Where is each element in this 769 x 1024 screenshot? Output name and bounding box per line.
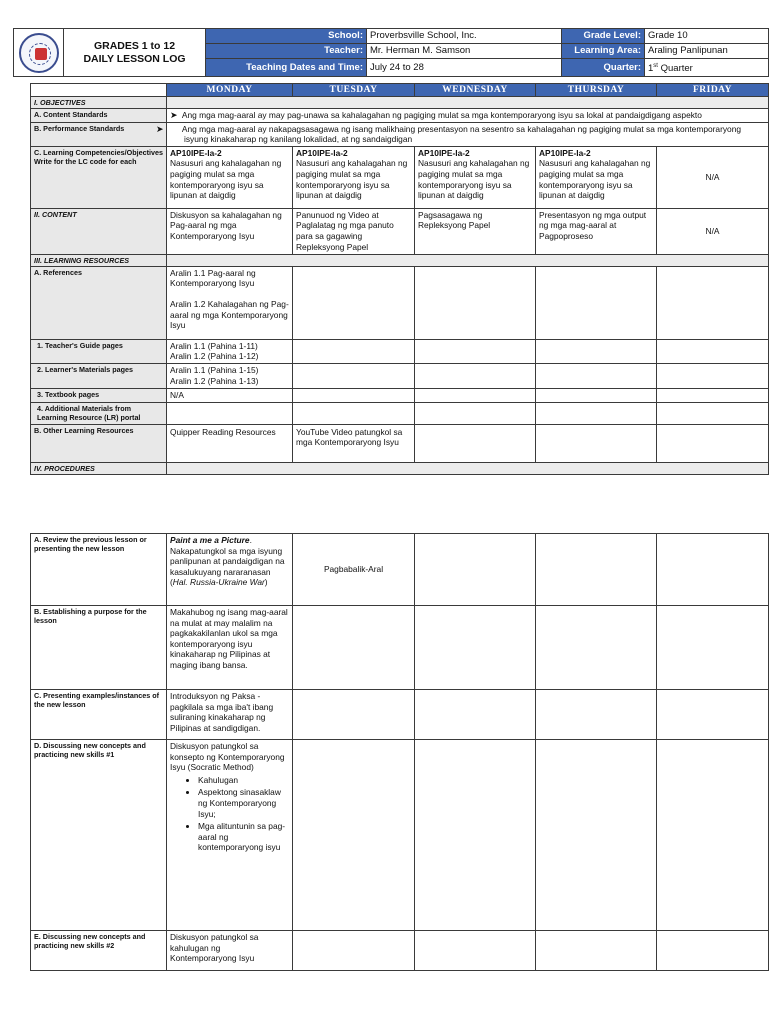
textbook-pages-value: N/A [167, 388, 293, 402]
references-monday [167, 266, 293, 339]
grade-level-value: Grade 10 [645, 29, 769, 44]
discussing-concepts-2-label: E. Discussing new concepts and practicing new skills #2 [31, 931, 167, 971]
content-wednesday: Pagsasagawa ng Repleksyong Papel [415, 208, 536, 254]
activity-title: Paint a me a Picture [170, 535, 250, 545]
review-text: Nakapatungkol sa mga isyung panlipunan at pandaigdigan na kasalukuyang nararanasan ( [170, 545, 285, 588]
competency-code: AP10IPE-Ia-2 [296, 147, 348, 158]
content-monday: Diskusyon sa kahalagahan ng Pag-aaral ng mga Kontemporaryong Isyu [167, 208, 293, 254]
teacher-value: Mr. Herman M. Samson [367, 44, 562, 59]
other-resources-monday: Quipper Reading Resources [167, 424, 293, 462]
log-title-line2: DAILY LESSON LOG [83, 52, 186, 65]
quarter-word: Quarter [657, 63, 693, 75]
competency-text: Nasusuri ang kahalagahan ng pagiging mulat sa mga kontemporaryong isyu sa lipunan at daigdig [170, 158, 282, 201]
competency-wednesday [415, 146, 536, 208]
competency-friday: N/A [657, 146, 769, 208]
content-standards-value [167, 109, 769, 123]
competency-text: Nasusuri ang kahalagahan ng pagiging mulat sa mga kontemporaryong isyu sa lipunan at daigdig [418, 158, 530, 201]
quarter-value [645, 59, 769, 77]
learners-materials-2: Aralin 1.2 (Pahina 1-13) [170, 375, 259, 386]
procedures-table [30, 533, 769, 971]
learners-materials-1: Aralin 1.1 (Pahina 1-15) [170, 364, 259, 375]
procedures-section-label: IV. PROCEDURES [31, 462, 167, 474]
learners-materials-label: 2. Learner's Materials pages [31, 363, 167, 388]
learning-area-label: Learning Area: [562, 44, 645, 59]
day-thursday: THURSDAY [536, 84, 657, 97]
teaching-dates-value: July 24 to 28 [367, 59, 562, 77]
purpose-monday: Makahubog ng isang mag-aaral na mulat at may malalim na pagkakakilanlan ukol sa mga kontemporaryong isyu kinakaharap ng Pilipinas at maging ibang bansa. [167, 606, 293, 690]
deped-seal-logo [14, 29, 64, 77]
school-value: Proverbsville School, Inc. [367, 29, 562, 44]
content-friday: N/A [657, 208, 769, 254]
competency-code: AP10IPE-Ia-2 [170, 147, 222, 158]
competency-text: Nasusuri ang kahalagahan ng pagiging mulat sa mga kontemporaryong isyu sa lipunan at daigdig [296, 158, 408, 201]
content-tuesday: Panunuod ng Video at Paglalatag ng mga panuto para sa gagawing Repleksyong Papel [293, 208, 415, 254]
quarter-number: 1 [648, 63, 654, 75]
school-label: School: [206, 29, 367, 44]
list-item: • Kahulugan [198, 775, 289, 786]
textbook-pages-label: 3. Textbook pages [31, 388, 167, 402]
reference-2: Aralin 1.2 Kahalagahan ng Pag-aaral ng mga Kontemporaryong Isyu [170, 298, 289, 331]
review-lesson-monday: Paint a me a Picture. Nakapatungkol sa mga isyung panlipunan at pandaigdigan na kasalukuyang nararanasan (Hal. Russia-Ukraine War) [167, 534, 293, 606]
other-resources-label: B. Other Learning Resources [31, 424, 167, 462]
examples-label: C. Presenting examples/instances of the new lesson [31, 690, 167, 740]
day-tuesday: TUESDAY [293, 84, 415, 97]
teachers-guide-1: Aralin 1.1 (Pahina 1-11) [170, 340, 258, 351]
list-item: • Mga alituntunin sa pag-aaral ng kontemporaryong isyu [198, 821, 289, 853]
learners-materials-monday [167, 363, 293, 388]
purpose-label: B. Establishing a purpose for the lesson [31, 606, 167, 690]
teachers-guide-label: 1. Teacher's Guide pages [31, 339, 167, 363]
quarter-label: Quarter: [562, 59, 645, 77]
day-monday: MONDAY [167, 84, 293, 97]
review-lesson-label: A. Review the previous lesson or presenting the new lesson [31, 534, 167, 606]
arrow-bullet-icon: ➤ [170, 110, 178, 120]
header-table [13, 28, 769, 77]
review-example: Hal. Russia-Ukraine War [172, 577, 265, 588]
discussing-concepts-2-monday: Diskusyon patungkol sa kahulugan ng Kontemporaryong Isyu [167, 931, 293, 971]
teachers-guide-2: Aralin 1.2 (Pahina 1-12) [170, 351, 259, 362]
seal-icon [19, 33, 59, 73]
teacher-label: Teacher: [206, 44, 367, 59]
discussing-concepts-1-label: D. Discussing new concepts and practicing new skills #1 [31, 740, 167, 931]
competency-thursday [536, 146, 657, 208]
discussing-concepts-1-monday [167, 740, 293, 931]
teachers-guide-monday [167, 339, 293, 363]
review-lesson-tuesday: Pagbabalik-Aral [293, 534, 415, 606]
content-standards-label: A. Content Standards [31, 109, 167, 123]
examples-monday: Introduksyon ng Paksa - pagkilala sa mga iba't ibang suliraning kinakaharap ng Pilipinas at sandigdigan. [167, 690, 293, 740]
competency-monday [167, 146, 293, 208]
performance-standards-text: Ang mga mag-aaral ay nakapagsasagawa ng isang malikhaing presentasyon na sesentro sa kahalagahan ng pagiging mulat sa mga kontemporaryong isyung kinakaharap ng kanilang lokalidad, at ng sandaigdigan [181, 123, 742, 145]
grade-level-label: Grade Level: [562, 29, 645, 44]
performance-standards-value [156, 122, 769, 146]
quarter-suffix: st [653, 63, 658, 69]
lr-portal-label: 4. Additional Materials from Learning Resource (LR) portal [31, 402, 167, 424]
arrow-bullet-icon: ➤ [156, 123, 164, 134]
competency-code: AP10IPE-Ia-2 [418, 147, 470, 158]
reference-1: Aralin 1.1 Pag-aaral ng Kontemporaryong Isyu [170, 267, 256, 289]
day-friday: FRIDAY [657, 84, 769, 97]
content-thursday: Presentasyon ng mga output ng mga mag-aaral at Pagpoproseso [536, 208, 657, 254]
discussion-bullet-list [170, 775, 289, 853]
objectives-section-label: I. OBJECTIVES [31, 97, 167, 109]
discussion-text: Diskusyon patungkol sa konsepto ng Kontemporaryong Isyu (Socratic Method) [170, 741, 285, 773]
competency-text: Nasusuri ang kahalagahan ng pagiging mulat sa mga kontemporaryong isyu sa lipunan at daigdig [539, 158, 651, 201]
competency-code: AP10IPE-Ia-2 [539, 147, 591, 158]
competency-tuesday [293, 146, 415, 208]
content-label: II. CONTENT [31, 208, 167, 254]
log-title-line1: GRADES 1 to 12 [93, 39, 176, 52]
references-label: A. References [31, 266, 167, 339]
performance-standards-label: B. Performance Standards [31, 122, 167, 146]
content-standards-text: Ang mga mag-aaral ay may pag-unawa sa kahalagahan ng pagiging mulat sa mga kontemporaryong isyu sa lokal at pandaigdigang aspekto [181, 110, 702, 120]
log-title [64, 29, 206, 77]
learning-area-value: Araling Panlipunan [645, 44, 769, 59]
day-wednesday: WEDNESDAY [415, 84, 536, 97]
day-header-row [31, 84, 769, 97]
teaching-dates-label: Teaching Dates and Time: [206, 59, 367, 77]
lesson-log-table [30, 83, 769, 475]
other-resources-tuesday: YouTube Video patungkol sa mga Kontemporaryong Isyu [293, 424, 415, 462]
resources-section-label: III. LEARNING RESOURCES [31, 254, 167, 266]
competencies-label: C. Learning Competencies/Objectives Write for the LC code for each [31, 146, 167, 208]
list-item: • Aspektong sinasaklaw ng Kontemporaryong Isyu; [198, 787, 289, 819]
